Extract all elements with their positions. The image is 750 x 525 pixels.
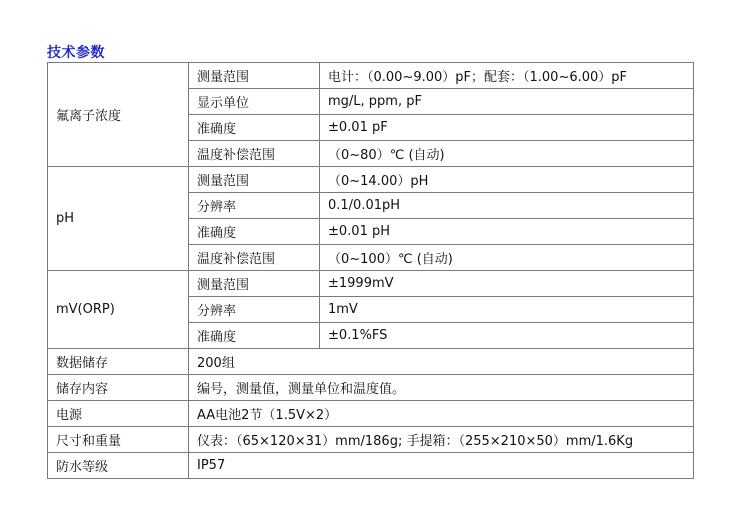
param-label: 测量范围 — [189, 271, 320, 297]
param-value: （0~14.00）pH — [320, 167, 694, 193]
row-header-size-weight: 尺寸和重量 — [48, 427, 189, 453]
param-value: mg/L, ppm, pF — [320, 89, 694, 115]
param-value: ±0.01 pF — [320, 115, 694, 141]
table-row — [48, 375, 694, 401]
section-title: 技术参数 — [47, 45, 105, 61]
table-row — [48, 401, 694, 427]
param-value: （0~100）℃ (自动) — [320, 245, 694, 271]
row-header-orp: mV(ORP) — [48, 271, 189, 349]
param-label: 分辨率 — [189, 193, 320, 219]
param-value: ±0.1%FS — [320, 323, 694, 349]
param-label: 温度补偿范围 — [189, 141, 320, 167]
table-row — [48, 271, 694, 297]
row-value-power: AA电池2节（1.5V×2） — [189, 401, 694, 427]
param-value: 1mV — [320, 297, 694, 323]
param-label: 准确度 — [189, 219, 320, 245]
param-value: （0~80）℃ (自动) — [320, 141, 694, 167]
param-value: 电计：（0.00~9.00）pF；配套：（1.00~6.00）pF — [320, 63, 694, 89]
table-row — [48, 63, 694, 89]
param-value: ±0.01 pH — [320, 219, 694, 245]
row-header-waterproof: 防水等级 — [48, 453, 189, 479]
row-value-waterproof: IP57 — [189, 453, 694, 479]
param-label: 分辨率 — [189, 297, 320, 323]
row-value-storage: 200组 — [189, 349, 694, 375]
param-value: ±1999mV — [320, 271, 694, 297]
param-label: 准确度 — [189, 115, 320, 141]
row-header-fluoride: 氟离子浓度 — [48, 63, 189, 167]
row-header-power: 电源 — [48, 401, 189, 427]
table-row — [48, 453, 694, 479]
param-label: 温度补偿范围 — [189, 245, 320, 271]
param-label: 测量范围 — [189, 63, 320, 89]
param-value: 0.1/0.01pH — [320, 193, 694, 219]
row-value-size-weight: 仪表：（65×120×31）mm/186g; 手提箱：（255×210×50）mm/1.6Kg — [189, 427, 694, 453]
param-label: 准确度 — [189, 323, 320, 349]
param-label: 显示单位 — [189, 89, 320, 115]
table-row — [48, 167, 694, 193]
row-header-storage: 数据储存 — [48, 349, 189, 375]
table-row — [48, 427, 694, 453]
row-header-ph: pH — [48, 167, 189, 271]
row-value-storage-content: 编号，测量值，测量单位和温度值。 — [189, 375, 694, 401]
param-label: 测量范围 — [189, 167, 320, 193]
table-row — [48, 349, 694, 375]
row-header-storage-content: 储存内容 — [48, 375, 189, 401]
spec-table — [47, 62, 694, 479]
